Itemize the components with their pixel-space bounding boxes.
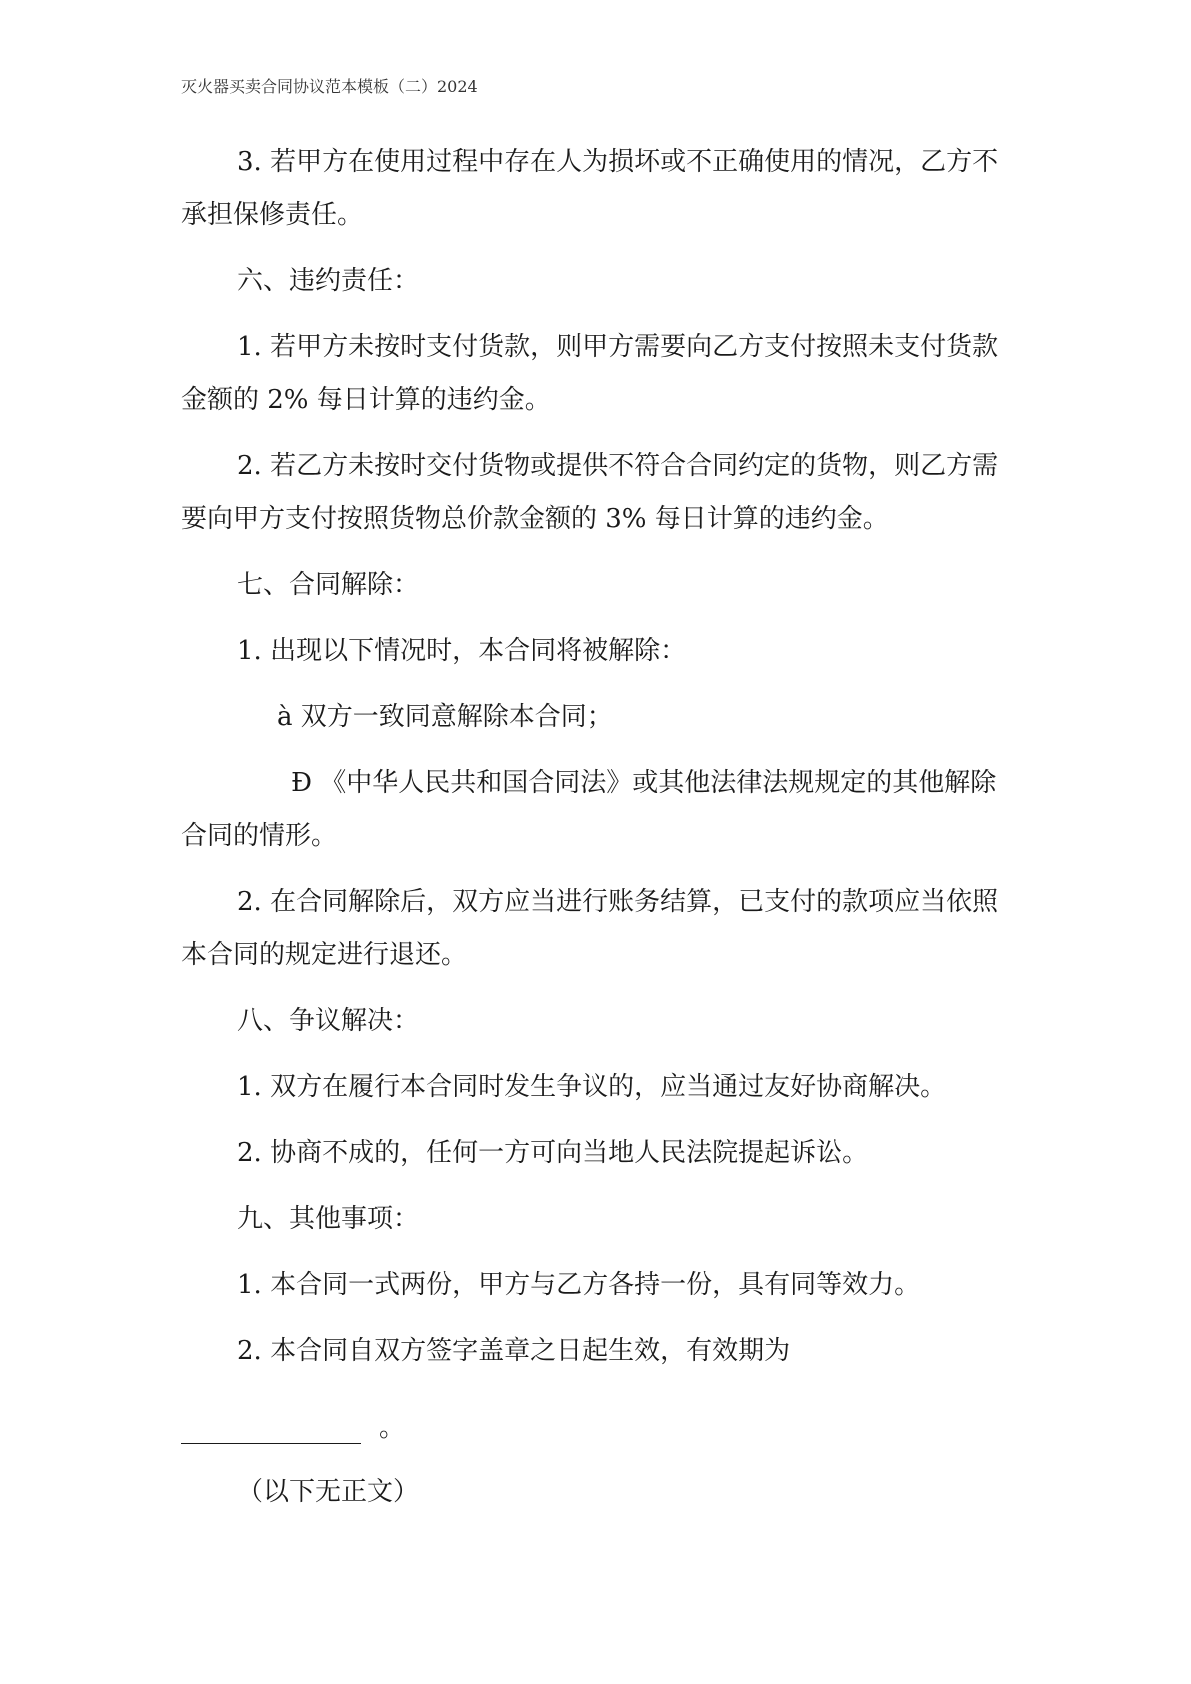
clause-litigation: 2. 协商不成的，任何一方可向当地人民法院提起诉讼。 [237,1138,869,1168]
validity-period-line [181,1391,1021,1444]
clause-effective-date: 2. 本合同自双方签字盖章之日起生效，有效期为 [237,1336,791,1366]
section-heading-termination: 七、合同解除： [237,570,420,600]
validity-period-blank [181,1413,361,1444]
contract-body [181,136,1021,1519]
blank-suffix: 。 [379,1413,406,1443]
section-heading-other: 九、其他事项： [237,1204,420,1234]
clause-copies: 1. 本合同一式两份，甲方与乙方各持一份，具有同等效力。 [237,1270,921,1300]
clause-settlement: 2. 在合同解除后，双方应当进行账务结算，已支付的款项应当依照本合同的规定进行退还。 [181,887,999,970]
closing-note: （以下无正文） [237,1477,420,1507]
section-heading-breach: 六、违约责任： [237,266,420,296]
section-heading-dispute: 八、争议解决： [237,1006,420,1036]
clause-negotiation: 1. 双方在履行本合同时发生争议的，应当通过友好协商解决。 [237,1072,947,1102]
clause-late-payment: 1. 若甲方未按时支付货款，则甲方需要向乙方支付按照未支付货款金额的 2% 每日计算的违约金。 [181,332,999,415]
document-header: 灭火器买卖合同协议范本模板（二）2024 [181,77,478,96]
termination-condition-a: à 双方一致同意解除本合同； [277,702,613,732]
clause-termination-conditions: 1. 出现以下情况时，本合同将被解除： [237,636,687,666]
clause-late-delivery: 2. 若乙方未按时交付货物或提供不符合合同约定的货物，则乙方需要向甲方支付按照货物总价款金额的 3% 每日计算的违约金。 [181,451,999,534]
termination-condition-b: Ð 《中华人民共和国合同法》或其他法律法规规定的其他解除合同的情形。 [181,768,997,851]
clause-warranty-exclusion: 3. 若甲方在使用过程中存在人为损坏或不正确使用的情况，乙方不承担保修责任。 [181,147,999,230]
